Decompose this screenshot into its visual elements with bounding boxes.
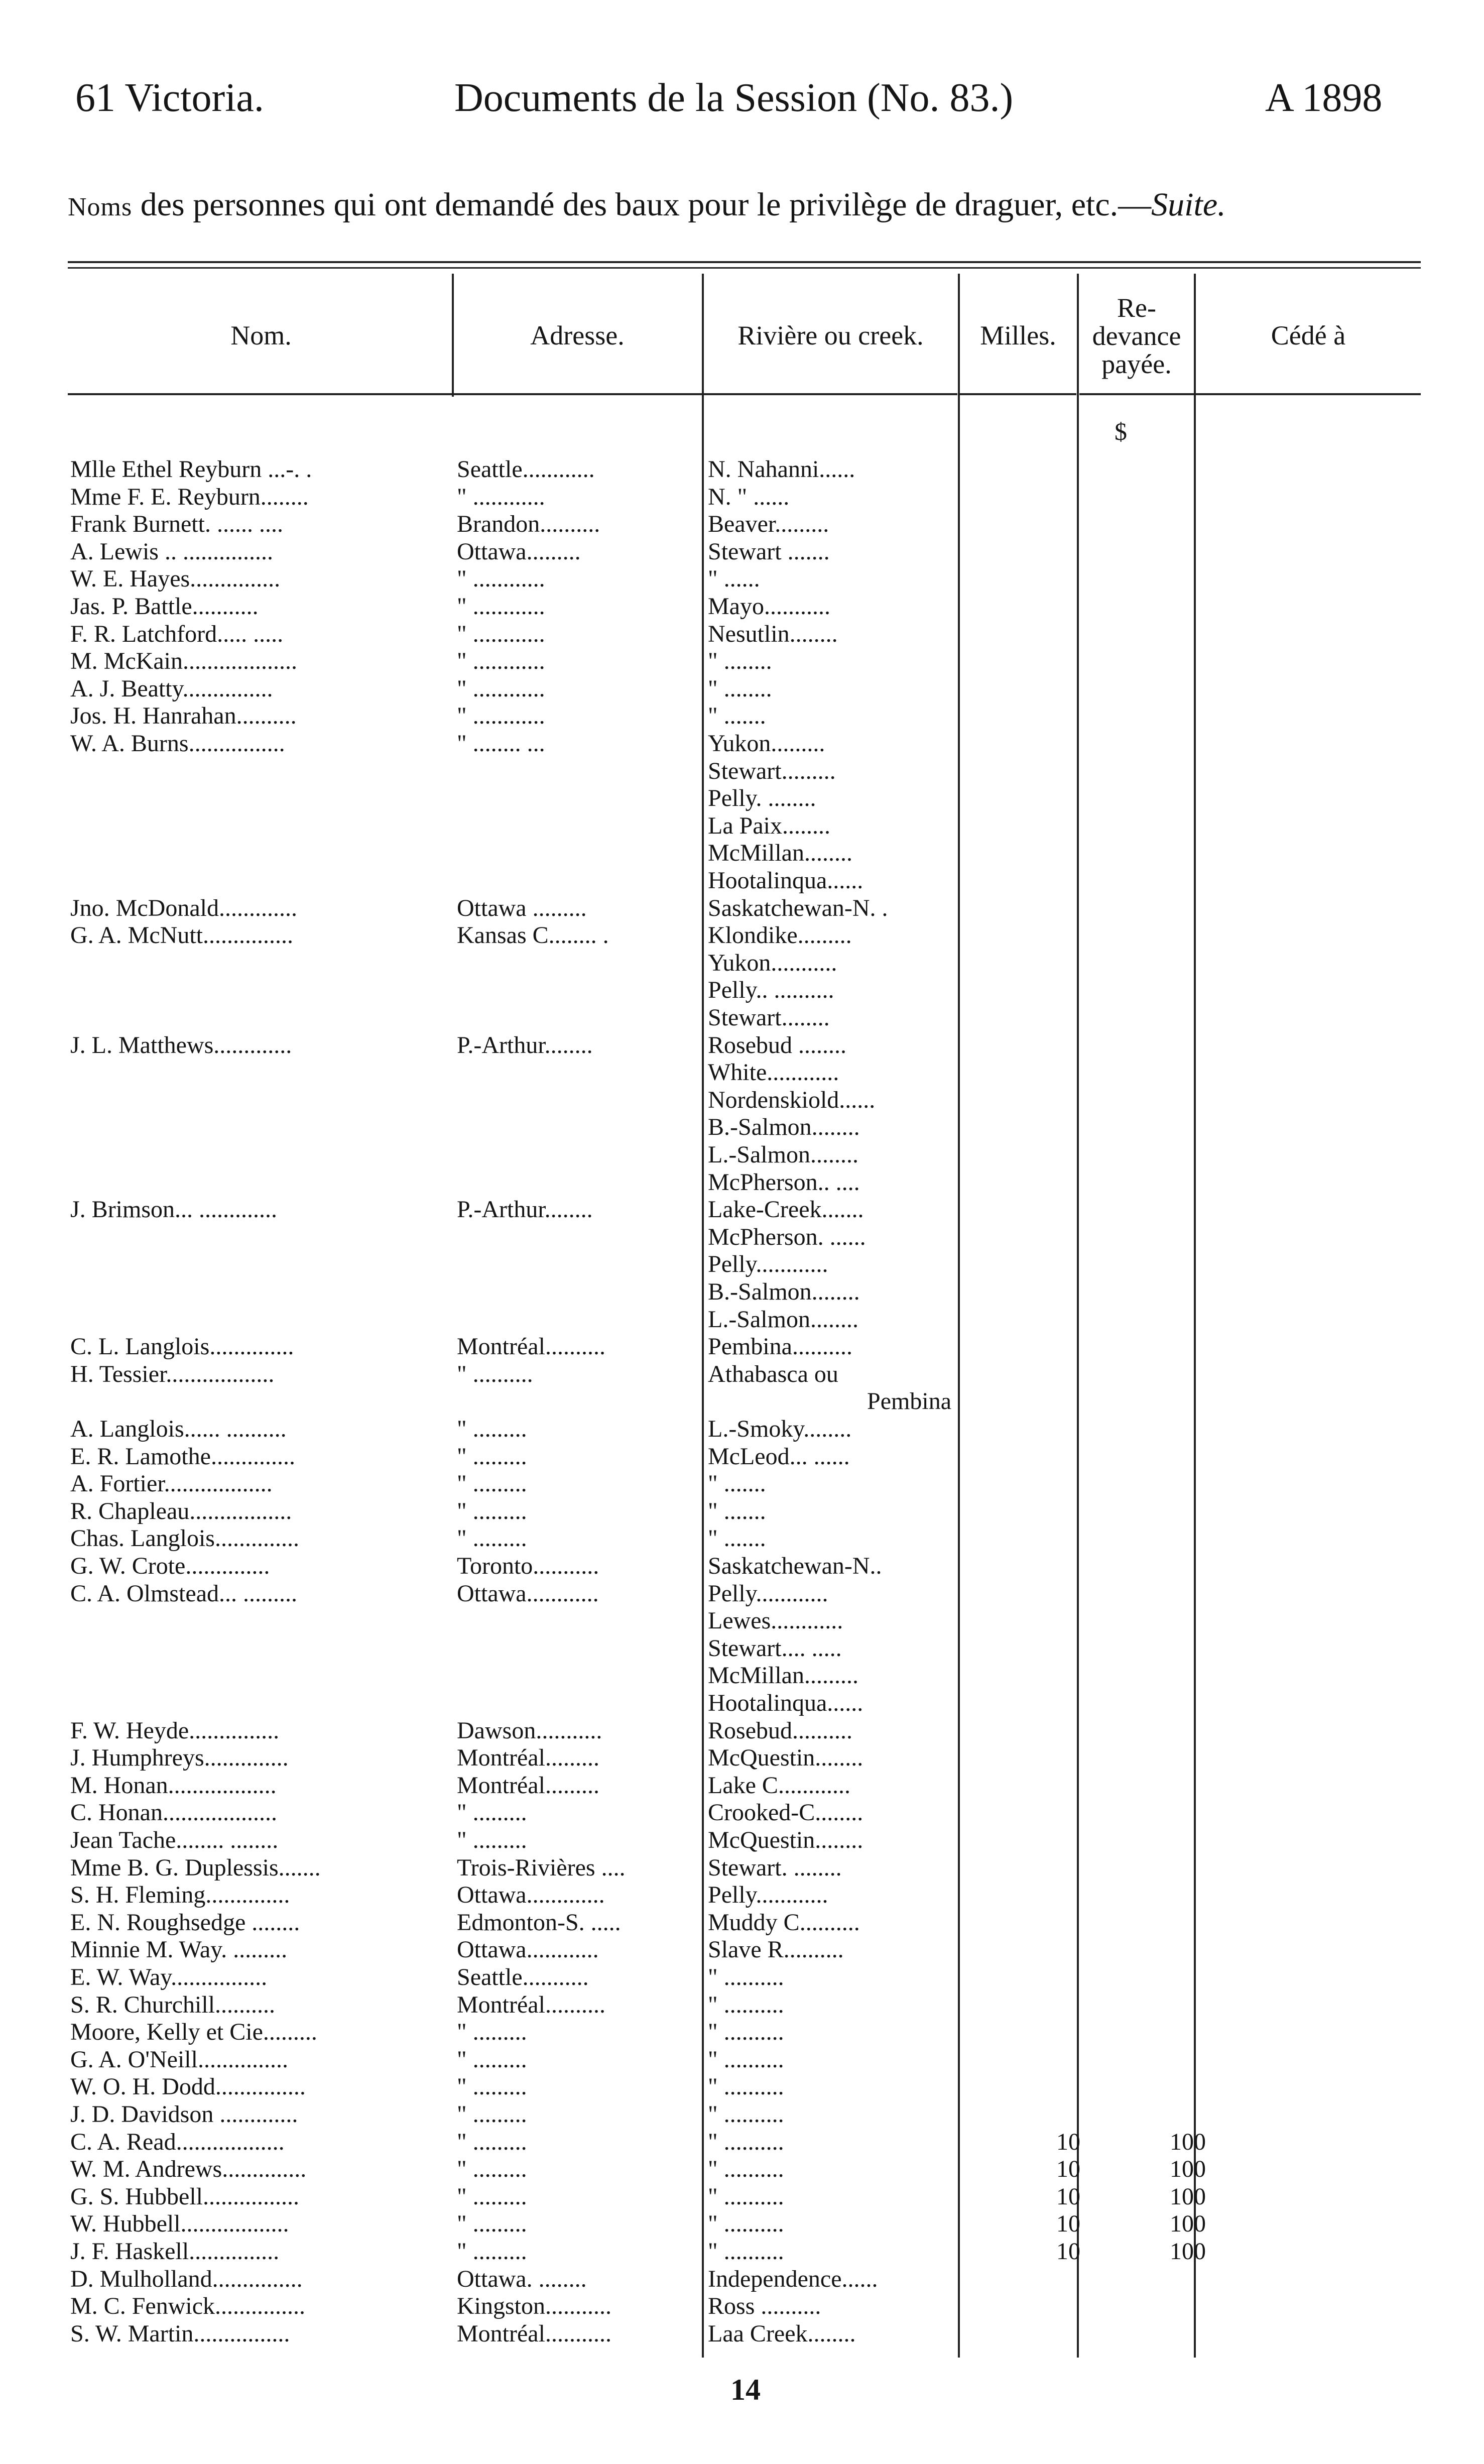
row-river-cell: Crooked-C........ (708, 1799, 863, 1826)
session-header-left: 61 Victoria. (75, 76, 264, 120)
row-address-cell: " ............ (457, 565, 545, 592)
row-name-cell: Moore, Kelly et Cie......... (70, 2019, 317, 2045)
row-river-cell: " .......... (708, 2238, 784, 2265)
row-address-cell: Montréal.......... (457, 1333, 605, 1360)
row-miles-cell: 10 (1056, 2183, 1080, 2210)
row-name-cell: C. Honan................... (70, 1799, 277, 1826)
row-miles-cell: 10 (1056, 2210, 1080, 2237)
divider-address-river (702, 274, 704, 2358)
row-address-cell: " ......... (457, 2046, 527, 2073)
row-address-cell: Ottawa......... (457, 538, 581, 565)
row-address-cell: " ............ (457, 702, 545, 729)
row-name-cell: F. R. Latchford..... ..... (70, 621, 284, 647)
divider-name-address (452, 274, 454, 397)
row-address-cell: " ......... (457, 2129, 527, 2155)
row-address-cell: " ......... (457, 2073, 527, 2100)
row-river-cell: " .......... (708, 2019, 784, 2045)
row-river-cell: Muddy C.......... (708, 1909, 860, 1936)
column-header-ceded: Cédé à (1271, 320, 1346, 350)
header-rule-ceded (1196, 393, 1421, 395)
row-address-cell: Trois-Rivières .... (457, 1854, 626, 1881)
row-address-cell: Seattle........... (457, 1964, 589, 1990)
row-river-cell: Pelly............ (708, 1580, 828, 1607)
row-name-cell: Jean Tache........ ........ (70, 1827, 279, 1853)
row-address-cell: " ............ (457, 593, 545, 620)
row-address-cell: " ......... (457, 1470, 527, 1497)
row-name-cell: G. S. Hubbell................ (70, 2183, 299, 2210)
header-rule-river (704, 393, 957, 395)
row-name-cell: Chas. Langlois.............. (70, 1525, 299, 1552)
row-address-cell: Kansas C........ . (457, 922, 609, 949)
row-address-cell: " ......... (457, 2156, 527, 2182)
row-name-cell: J. D. Davidson ............. (70, 2101, 298, 2128)
row-river-cell: McQuestin........ (708, 1744, 863, 1771)
session-header-center: Documents de la Session (No. 83.) (454, 76, 1014, 120)
row-address-cell: " ......... (457, 1443, 527, 1470)
row-address-cell: " ......... (457, 2210, 527, 2237)
row-river-cell: White............ (708, 1059, 839, 1086)
row-river-cell: McQuestin........ (708, 1827, 863, 1853)
row-name-cell: W. Hubbell.................. (70, 2210, 289, 2237)
row-river-cell: " ....... (708, 1498, 766, 1524)
row-river-cell: Pelly. ........ (708, 785, 816, 811)
row-river-cell: Stewart. ........ (708, 1854, 842, 1881)
row-river-cell: " .......... (708, 2073, 784, 2100)
row-name-cell: Jos. H. Hanrahan.......... (70, 702, 297, 729)
subtitle-smallcaps: Noms (68, 193, 133, 221)
row-river-cell: " .......... (708, 2101, 784, 2128)
row-fee-cell: 100 (1170, 2129, 1206, 2155)
row-name-cell: G. A. O'Neill............... (70, 2046, 288, 2073)
column-header-river: Rivière ou creek. (737, 320, 924, 350)
page-number: 14 (730, 2373, 761, 2406)
row-river-cell: McPherson. ...... (708, 1224, 866, 1250)
row-river-cell: " .......... (708, 2129, 784, 2155)
header-rule-fee (1079, 393, 1194, 395)
row-address-cell: Kingston........... (457, 2293, 612, 2319)
column-header-fee: Re- devance payée. (1092, 293, 1181, 379)
row-address-cell: " ......... (457, 1799, 527, 1826)
row-name-cell: C. L. Langlois.............. (70, 1333, 294, 1360)
row-address-cell: Montréal........... (457, 2320, 611, 2347)
row-name-cell: G. A. McNutt............... (70, 922, 293, 949)
row-river-cell: Pembina (867, 1388, 951, 1415)
row-river-cell: B.-Salmon........ (708, 1114, 860, 1140)
row-address-cell: Montréal......... (457, 1744, 599, 1771)
row-address-cell: " .......... (457, 1361, 533, 1387)
row-river-cell: " ...... (708, 565, 760, 592)
row-address-cell: Ottawa. ........ (457, 2266, 587, 2292)
row-address-cell: Ottawa ......... (457, 895, 587, 921)
row-address-cell: Edmonton-S. ..... (457, 1909, 621, 1936)
divider-river-miles (958, 274, 960, 2358)
row-river-cell: Rosebud ........ (708, 1032, 846, 1059)
row-river-cell: Yukon........... (708, 950, 837, 976)
row-address-cell: " ............ (457, 648, 545, 674)
row-river-cell: Hootalinqua...... (708, 1690, 863, 1716)
row-name-cell: A. Fortier.................. (70, 1470, 273, 1497)
row-address-cell: Toronto........... (457, 1553, 599, 1579)
row-address-cell: " ......... (457, 1498, 527, 1524)
row-river-cell: " .......... (708, 1964, 784, 1990)
row-river-cell: B.-Salmon........ (708, 1278, 860, 1305)
row-miles-cell: 10 (1056, 2156, 1080, 2182)
row-river-cell: " ....... (708, 702, 766, 729)
row-address-cell: Brandon.......... (457, 511, 600, 537)
row-name-cell: W. A. Burns................ (70, 730, 285, 757)
currency-symbol: $ (1115, 417, 1127, 445)
row-name-cell: A. J. Beatty............... (70, 675, 273, 702)
header-rule-left (68, 393, 703, 395)
column-header-address: Adresse. (530, 320, 625, 350)
row-river-cell: Rosebud.......... (708, 1717, 852, 1744)
row-river-cell: Slave R.......... (708, 1936, 844, 1963)
row-name-cell: Frank Burnett. ...... .... (70, 511, 283, 537)
row-fee-cell: 100 (1170, 2156, 1206, 2182)
row-name-cell: A. Lewis .. ............... (70, 538, 273, 565)
column-header-miles: Milles. (980, 320, 1056, 350)
row-river-cell: Pelly............ (708, 1882, 828, 1908)
row-name-cell: H. Tessier.................. (70, 1361, 275, 1387)
row-name-cell: W. E. Hayes............... (70, 565, 281, 592)
row-address-cell: Seattle............ (457, 456, 595, 483)
row-name-cell: R. Chapleau................. (70, 1498, 292, 1524)
row-river-cell: L.-Salmon........ (708, 1141, 858, 1168)
row-river-cell: Pelly............ (708, 1251, 828, 1277)
row-address-cell: " ......... (457, 1525, 527, 1552)
top-rule-1 (68, 261, 1421, 263)
row-river-cell: Mayo........... (708, 593, 830, 620)
row-name-cell: W. M. Andrews.............. (70, 2156, 307, 2182)
row-river-cell: " ........ (708, 648, 772, 674)
row-address-cell: " ......... (457, 2238, 527, 2265)
row-address-cell: P.-Arthur........ (457, 1032, 593, 1059)
row-river-cell: Stewart........ (708, 1004, 830, 1031)
row-address-cell: " ............ (457, 621, 545, 647)
row-name-cell: E. W. Way................ (70, 1964, 268, 1990)
row-name-cell: Jno. McDonald............. (70, 895, 297, 921)
row-name-cell: Mlle Ethel Reyburn ...-. . (70, 456, 312, 483)
table-subtitle (68, 186, 1226, 224)
row-river-cell: Stewart......... (708, 758, 836, 784)
row-name-cell: M. McKain................... (70, 648, 297, 674)
row-river-cell: N. Nahanni...... (708, 456, 855, 483)
row-river-cell: Saskatchewan-N.. (708, 1553, 882, 1579)
row-river-cell: Beaver......... (708, 511, 829, 537)
row-river-cell: Yukon......... (708, 730, 825, 757)
row-fee-cell: 100 (1170, 2183, 1206, 2210)
row-river-cell: " ........ (708, 675, 772, 702)
row-name-cell: C. A. Read.................. (70, 2129, 285, 2155)
row-river-cell: McMillan........ (708, 840, 852, 866)
row-name-cell: J. Brimson... ............. (70, 1196, 278, 1223)
row-address-cell: Montréal.......... (457, 1991, 605, 2018)
row-name-cell: Mme F. E. Reyburn........ (70, 484, 309, 510)
row-address-cell: " ......... (457, 1827, 527, 1853)
row-fee-cell: 100 (1170, 2238, 1206, 2265)
row-river-cell: Saskatchewan-N. . (708, 895, 888, 921)
row-name-cell: Jas. P. Battle........... (70, 593, 259, 620)
row-river-cell: Hootalinqua...... (708, 867, 863, 894)
row-river-cell: Lake C............ (708, 1772, 850, 1799)
row-name-cell: J. Humphreys.............. (70, 1744, 289, 1771)
row-river-cell: Nesutlin........ (708, 621, 838, 647)
row-name-cell: Mme B. G. Duplessis....... (70, 1854, 321, 1881)
row-name-cell: S. W. Martin................ (70, 2320, 290, 2347)
column-header-name: Nom. (230, 320, 292, 350)
row-river-cell: McPherson.. .... (708, 1169, 860, 1196)
row-river-cell: Stewart.... ..... (708, 1635, 842, 1662)
row-river-cell: Nordenskiold...... (708, 1087, 876, 1113)
row-river-cell: Athabasca ou (708, 1361, 838, 1387)
row-river-cell: " ....... (708, 1470, 766, 1497)
row-name-cell: F. W. Heyde............... (70, 1717, 280, 1744)
row-name-cell: Minnie M. Way. ......... (70, 1936, 288, 1963)
row-river-cell: Lewes............ (708, 1607, 843, 1634)
row-river-cell: Pembina.......... (708, 1333, 852, 1360)
subtitle-suite: Suite. (1151, 186, 1226, 223)
row-address-cell: P.-Arthur........ (457, 1196, 593, 1223)
row-name-cell: G. W. Crote.............. (70, 1553, 270, 1579)
divider-fee-ceded (1194, 274, 1196, 2358)
top-rule-2 (68, 267, 1421, 269)
row-address-cell: " ......... (457, 2183, 527, 2210)
row-river-cell: " .......... (708, 2210, 784, 2237)
row-name-cell: A. Langlois...... .......... (70, 1416, 287, 1442)
row-name-cell: J. F. Haskell............... (70, 2238, 280, 2265)
row-name-cell: M. C. Fenwick............... (70, 2293, 305, 2319)
row-river-cell: McMillan......... (708, 1662, 858, 1689)
row-river-cell: L.-Smoky........ (708, 1416, 852, 1442)
row-address-cell: " ............ (457, 484, 545, 510)
row-miles-cell: 10 (1056, 2238, 1080, 2265)
row-address-cell: " ......... (457, 2101, 527, 2128)
row-fee-cell: 100 (1170, 2210, 1206, 2237)
row-name-cell: E. N. Roughsedge ........ (70, 1909, 300, 1936)
row-river-cell: Independence...... (708, 2266, 878, 2292)
row-river-cell: N. " ...... (708, 484, 790, 510)
row-address-cell: Ottawa............. (457, 1882, 605, 1908)
row-address-cell: Ottawa............ (457, 1936, 599, 1963)
subtitle-text: des personnes qui ont demandé des baux pour le privilège de draguer, etc.— (132, 186, 1152, 223)
header-rule-miles (960, 393, 1076, 395)
row-address-cell: " ............ (457, 675, 545, 702)
row-river-cell: Stewart ....... (708, 538, 830, 565)
row-name-cell: J. L. Matthews............. (70, 1032, 292, 1059)
row-name-cell: W. O. H. Dodd............... (70, 2073, 306, 2100)
row-name-cell: D. Mulholland............... (70, 2266, 303, 2292)
row-river-cell: " .......... (708, 2046, 784, 2073)
row-address-cell: Dawson........... (457, 1717, 602, 1744)
row-name-cell: S. H. Fleming.............. (70, 1882, 290, 1908)
row-address-cell: " ......... (457, 1416, 527, 1442)
row-river-cell: Lake-Creek....... (708, 1196, 864, 1223)
row-river-cell: Klondike......... (708, 922, 852, 949)
row-name-cell: E. R. Lamothe.............. (70, 1443, 295, 1470)
row-river-cell: L.-Salmon........ (708, 1306, 858, 1333)
divider-miles-fee (1077, 274, 1079, 2358)
row-name-cell: S. R. Churchill.......... (70, 1991, 276, 2018)
row-miles-cell: 10 (1056, 2129, 1080, 2155)
row-address-cell: Ottawa............ (457, 1580, 599, 1607)
row-river-cell: " .......... (708, 1991, 784, 2018)
row-river-cell: Ross .......... (708, 2293, 821, 2319)
row-address-cell: Montréal......... (457, 1772, 599, 1799)
row-name-cell: M. Honan.................. (70, 1772, 277, 1799)
row-river-cell: " .......... (708, 2183, 784, 2210)
row-address-cell: " ......... (457, 2019, 527, 2045)
row-river-cell: " .......... (708, 2156, 784, 2182)
row-river-cell: La Paix........ (708, 812, 830, 839)
row-river-cell: Pelly.. .......... (708, 977, 834, 1003)
row-river-cell: " ....... (708, 1525, 766, 1552)
session-header-right: A 1898 (1265, 76, 1383, 120)
row-address-cell: " ........ ... (457, 730, 545, 757)
row-name-cell: C. A. Olmstead... ......... (70, 1580, 297, 1607)
row-river-cell: McLeod... ...... (708, 1443, 850, 1470)
row-river-cell: Laa Creek........ (708, 2320, 856, 2347)
